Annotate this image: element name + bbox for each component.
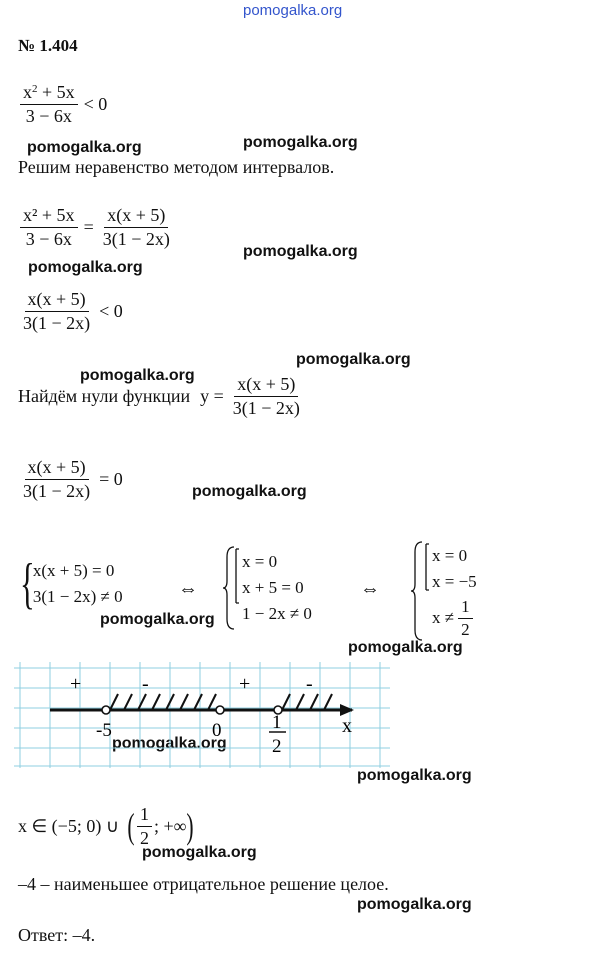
task-number: № 1.404 bbox=[18, 36, 78, 55]
sign-minus: - bbox=[306, 673, 313, 695]
answer-text: Ответ: –4. bbox=[18, 925, 96, 945]
inequality-2: $\frac{x(x + 5)}{3(1 - 2x)}$ < 0 bbox=[23, 289, 123, 333]
sign-plus: + bbox=[70, 673, 82, 695]
watermark: pomogalka.org bbox=[357, 767, 472, 784]
factoring-equation: $\frac{\text{x² + 5x}}{3 - 6x}$ = $\frac{x(x + 5)}{3(1 - 2x)}$ bbox=[20, 205, 173, 249]
system-3: x = 0 x = −5 x ≠ $\frac{1}{2}$ bbox=[410, 540, 477, 642]
method-text: Решим неравенство методом интервалов. bbox=[18, 157, 335, 177]
tick-label: 0 bbox=[212, 720, 222, 741]
system-bracket bbox=[410, 540, 430, 642]
point-minus-5 bbox=[102, 706, 110, 714]
axis-label: x bbox=[342, 715, 352, 737]
equation-zero: $\frac{x(x + 5)}{3(1 - 2x)}$ = 0 bbox=[23, 457, 123, 501]
sign-plus: + bbox=[239, 673, 251, 695]
tick-label-half-den: 2 bbox=[272, 736, 282, 757]
system-2: x = 0 x + 5 = 0 1 − 2x ≠ 0 bbox=[222, 545, 312, 631]
watermark: pomogalka.org bbox=[100, 611, 215, 628]
watermark: pomogalka.org bbox=[142, 844, 257, 861]
answer-set: x ∈ (−5; 0) ∪ ( $\frac{1}{2}$ ; +∞ ) bbox=[18, 804, 195, 848]
watermark: pomogalka.org bbox=[357, 896, 472, 913]
equivalence-arrow: ⇔ bbox=[360, 578, 380, 600]
number-line bbox=[14, 662, 394, 768]
left-brace: { bbox=[20, 553, 35, 615]
watermark: pomogalka.org bbox=[243, 243, 358, 260]
watermark: pomogalka.org bbox=[112, 735, 227, 752]
conclusion-text: –4 – наименьшее отрицательное решение целое. bbox=[18, 874, 389, 894]
watermark-top: pomogalka.org bbox=[243, 2, 343, 19]
watermark: pomogalka.org bbox=[348, 639, 463, 656]
sign-minus: - bbox=[142, 673, 149, 695]
system-bracket bbox=[222, 545, 240, 631]
equivalence-arrow: ⇔ bbox=[178, 578, 198, 600]
point-zero bbox=[216, 706, 224, 714]
watermark: pomogalka.org bbox=[28, 259, 143, 276]
watermark: pomogalka.org bbox=[296, 351, 411, 368]
watermark: pomogalka.org bbox=[243, 134, 358, 151]
watermark: pomogalka.org bbox=[80, 367, 195, 384]
zeros-function: Найдём нули функции y = $\frac{x(x + 5)}{3(1 - 2x)}$ bbox=[18, 374, 300, 418]
watermark: pomogalka.org bbox=[27, 139, 142, 156]
watermark: pomogalka.org bbox=[192, 483, 307, 500]
system-1: { x(x + 5) = 0 3(1 − 2x) ≠ 0 bbox=[20, 553, 123, 615]
inequality-1: $\frac{x^2 + 5x}{3 - 6x}$ < 0 bbox=[20, 82, 107, 126]
tick-label: -5 bbox=[96, 720, 112, 741]
tick-label-half-num: 1 bbox=[272, 712, 282, 733]
